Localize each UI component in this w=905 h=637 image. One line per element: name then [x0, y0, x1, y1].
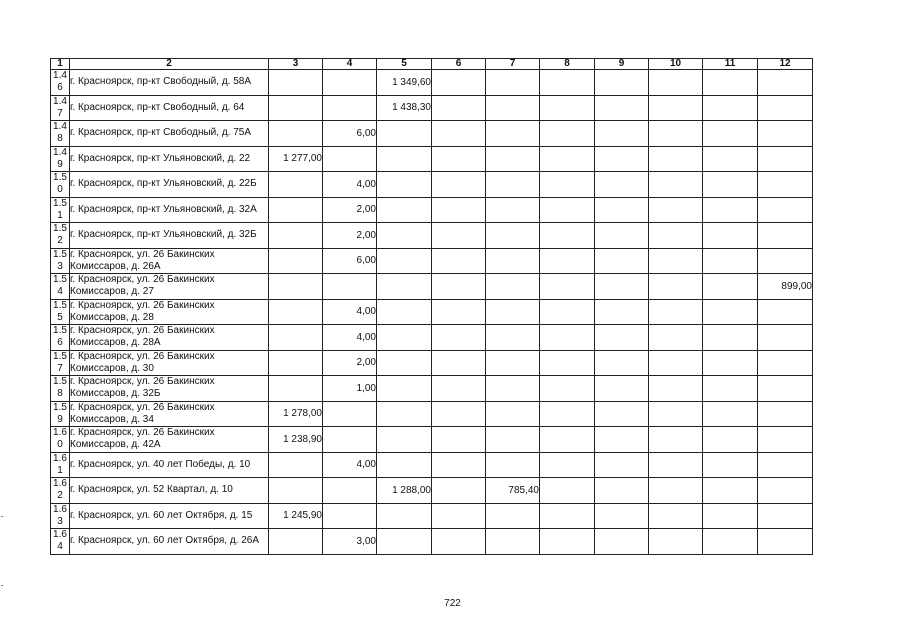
scan-mark — [1, 516, 3, 517]
value-cell — [540, 478, 595, 504]
address-cell: г. Красноярск, пр-кт Свободный, д. 75А — [70, 121, 269, 147]
row-number: 1.4 7 — [51, 95, 70, 121]
value-cell — [486, 350, 540, 376]
value-cell — [540, 376, 595, 402]
value-cell — [377, 401, 432, 427]
value-cell — [540, 248, 595, 274]
value-cell — [432, 452, 486, 478]
row-number: 1.5 5 — [51, 299, 70, 325]
value-cell: 2,00 — [323, 197, 377, 223]
address-cell: г. Красноярск, ул. 40 лет Победы, д. 10 — [70, 452, 269, 478]
value-cell — [486, 401, 540, 427]
value-cell: 1 245,90 — [269, 503, 323, 529]
value-cell — [595, 325, 649, 351]
col-header: 9 — [595, 59, 649, 70]
value-cell — [758, 299, 813, 325]
value-cell — [540, 197, 595, 223]
col-header: 5 — [377, 59, 432, 70]
value-cell — [377, 503, 432, 529]
value-cell — [703, 146, 758, 172]
col-header: 10 — [649, 59, 703, 70]
value-cell — [649, 452, 703, 478]
value-cell: 1 288,00 — [377, 478, 432, 504]
value-cell — [486, 223, 540, 249]
value-cell — [269, 299, 323, 325]
address-cell: г. Красноярск, ул. 60 лет Октября, д. 26А — [70, 529, 269, 555]
value-cell — [703, 70, 758, 96]
value-cell — [758, 478, 813, 504]
value-cell — [703, 299, 758, 325]
value-cell: 4,00 — [323, 452, 377, 478]
value-cell — [649, 325, 703, 351]
value-cell — [703, 503, 758, 529]
row-number: 1.5 6 — [51, 325, 70, 351]
address-cell: г. Красноярск, ул. 60 лет Октября, д. 15 — [70, 503, 269, 529]
value-cell — [486, 452, 540, 478]
value-cell — [269, 452, 323, 478]
value-cell — [323, 95, 377, 121]
value-cell — [540, 121, 595, 147]
value-cell — [595, 146, 649, 172]
value-cell — [377, 274, 432, 300]
value-cell — [540, 223, 595, 249]
value-cell — [377, 325, 432, 351]
value-cell — [432, 197, 486, 223]
value-cell — [540, 299, 595, 325]
value-cell — [595, 95, 649, 121]
value-cell — [595, 350, 649, 376]
col-header: 1 — [51, 59, 70, 70]
value-cell — [377, 529, 432, 555]
value-cell — [649, 274, 703, 300]
value-cell — [703, 223, 758, 249]
value-cell: 4,00 — [323, 172, 377, 198]
table-row — [51, 427, 813, 453]
row-number: 1.5 7 — [51, 350, 70, 376]
value-cell — [432, 172, 486, 198]
value-cell — [323, 274, 377, 300]
value-cell — [486, 95, 540, 121]
value-cell — [649, 70, 703, 96]
value-cell — [486, 146, 540, 172]
value-cell — [540, 172, 595, 198]
value-cell — [758, 325, 813, 351]
value-cell: 4,00 — [323, 299, 377, 325]
value-cell — [269, 248, 323, 274]
address-cell: г. Красноярск, ул. 52 Квартал, д. 10 — [70, 478, 269, 504]
value-cell: 1 349,60 — [377, 70, 432, 96]
value-cell — [377, 248, 432, 274]
value-cell — [595, 401, 649, 427]
row-number: 1.5 8 — [51, 376, 70, 402]
value-cell — [649, 350, 703, 376]
value-cell — [595, 452, 649, 478]
table-body — [51, 70, 813, 555]
value-cell — [323, 70, 377, 96]
value-cell — [758, 427, 813, 453]
value-cell — [649, 401, 703, 427]
value-cell — [758, 70, 813, 96]
value-cell — [540, 503, 595, 529]
value-cell — [649, 503, 703, 529]
row-number: 1.6 1 — [51, 452, 70, 478]
value-cell — [540, 350, 595, 376]
value-cell — [703, 376, 758, 402]
header-row — [51, 59, 813, 70]
row-number: 1.4 8 — [51, 121, 70, 147]
value-cell — [432, 376, 486, 402]
value-cell — [269, 197, 323, 223]
value-cell — [486, 70, 540, 96]
address-cell: г. Красноярск, ул. 26 Бакинских Комиссаров, д. 34 — [70, 401, 269, 427]
value-cell — [432, 223, 486, 249]
value-cell — [432, 427, 486, 453]
value-cell — [703, 452, 758, 478]
value-cell: 899,00 — [758, 274, 813, 300]
value-cell — [649, 248, 703, 274]
data-table — [50, 58, 813, 555]
value-cell — [595, 197, 649, 223]
value-cell: 3,00 — [323, 529, 377, 555]
row-number: 1.6 4 — [51, 529, 70, 555]
value-cell — [703, 529, 758, 555]
value-cell — [377, 427, 432, 453]
value-cell — [758, 401, 813, 427]
value-cell — [269, 121, 323, 147]
address-cell: г. Красноярск, ул. 26 Бакинских Комиссаров, д. 28А — [70, 325, 269, 351]
value-cell — [703, 478, 758, 504]
value-cell: 6,00 — [323, 248, 377, 274]
value-cell — [432, 503, 486, 529]
address-cell: г. Красноярск, ул. 26 Бакинских Комиссаров, д. 32Б — [70, 376, 269, 402]
table-row — [51, 95, 813, 121]
value-cell — [432, 274, 486, 300]
value-cell — [432, 325, 486, 351]
value-cell — [649, 223, 703, 249]
value-cell — [540, 529, 595, 555]
value-cell — [540, 146, 595, 172]
address-cell: г. Красноярск, пр-кт Ульяновский, д. 22Б — [70, 172, 269, 198]
value-cell — [758, 503, 813, 529]
value-cell — [269, 350, 323, 376]
table-row — [51, 478, 813, 504]
address-cell: г. Красноярск, пр-кт Ульяновский, д. 32Б — [70, 223, 269, 249]
col-header: 11 — [703, 59, 758, 70]
table-row — [51, 146, 813, 172]
row-number: 1.5 9 — [51, 401, 70, 427]
value-cell — [703, 197, 758, 223]
table-row — [51, 299, 813, 325]
row-number: 1.6 2 — [51, 478, 70, 504]
value-cell — [649, 478, 703, 504]
col-header: 6 — [432, 59, 486, 70]
value-cell: 2,00 — [323, 350, 377, 376]
value-cell — [703, 95, 758, 121]
value-cell: 1 277,00 — [269, 146, 323, 172]
address-cell: г. Красноярск, ул. 26 Бакинских Комиссаров, д. 26А — [70, 248, 269, 274]
value-cell — [269, 478, 323, 504]
value-cell — [269, 529, 323, 555]
value-cell — [323, 146, 377, 172]
value-cell — [758, 197, 813, 223]
table-row — [51, 529, 813, 555]
value-cell — [595, 172, 649, 198]
col-header: 2 — [70, 59, 269, 70]
value-cell — [649, 427, 703, 453]
value-cell — [649, 121, 703, 147]
value-cell — [486, 248, 540, 274]
value-cell — [595, 427, 649, 453]
table-row — [51, 223, 813, 249]
table-row — [51, 376, 813, 402]
table-row — [51, 121, 813, 147]
value-cell — [377, 350, 432, 376]
value-cell — [595, 223, 649, 249]
value-cell — [595, 376, 649, 402]
row-number: 1.5 1 — [51, 197, 70, 223]
table-row — [51, 503, 813, 529]
value-cell — [432, 350, 486, 376]
value-cell — [323, 503, 377, 529]
row-number: 1.5 3 — [51, 248, 70, 274]
value-cell — [432, 299, 486, 325]
value-cell — [703, 325, 758, 351]
value-cell — [595, 121, 649, 147]
value-cell — [595, 503, 649, 529]
address-cell: г. Красноярск, ул. 26 Бакинских Комиссаров, д. 42А — [70, 427, 269, 453]
address-cell: г. Красноярск, пр-кт Свободный, д. 58А — [70, 70, 269, 96]
value-cell — [703, 248, 758, 274]
value-cell: 785,40 — [486, 478, 540, 504]
value-cell — [595, 529, 649, 555]
value-cell — [540, 274, 595, 300]
value-cell: 1,00 — [323, 376, 377, 402]
value-cell: 4,00 — [323, 325, 377, 351]
table-row — [51, 172, 813, 198]
value-cell — [486, 376, 540, 402]
table-row — [51, 197, 813, 223]
scan-mark — [1, 585, 3, 586]
value-cell — [758, 248, 813, 274]
value-cell — [540, 427, 595, 453]
value-cell — [758, 452, 813, 478]
value-cell — [758, 376, 813, 402]
value-cell — [269, 376, 323, 402]
value-cell — [377, 376, 432, 402]
value-cell — [649, 172, 703, 198]
value-cell — [432, 121, 486, 147]
value-cell — [486, 503, 540, 529]
value-cell — [432, 146, 486, 172]
value-cell — [758, 529, 813, 555]
value-cell — [595, 70, 649, 96]
value-cell — [269, 70, 323, 96]
value-cell — [323, 427, 377, 453]
value-cell — [649, 376, 703, 402]
value-cell — [595, 299, 649, 325]
value-cell — [703, 172, 758, 198]
value-cell — [432, 95, 486, 121]
value-cell — [377, 146, 432, 172]
table-row — [51, 274, 813, 300]
value-cell — [540, 325, 595, 351]
value-cell — [758, 172, 813, 198]
value-cell: 1 438,30 — [377, 95, 432, 121]
value-cell — [703, 121, 758, 147]
address-cell: г. Красноярск, пр-кт Ульяновский, д. 22 — [70, 146, 269, 172]
value-cell — [486, 172, 540, 198]
value-cell — [377, 223, 432, 249]
address-cell: г. Красноярск, ул. 26 Бакинских Комиссаров, д. 28 — [70, 299, 269, 325]
value-cell — [649, 146, 703, 172]
col-header: 12 — [758, 59, 813, 70]
row-number: 1.4 9 — [51, 146, 70, 172]
value-cell — [649, 529, 703, 555]
value-cell — [649, 299, 703, 325]
value-cell — [758, 95, 813, 121]
table-row — [51, 350, 813, 376]
col-header: 8 — [540, 59, 595, 70]
value-cell — [486, 529, 540, 555]
value-cell: 1 238,90 — [269, 427, 323, 453]
value-cell — [377, 172, 432, 198]
value-cell — [703, 350, 758, 376]
value-cell — [323, 401, 377, 427]
row-number: 1.4 6 — [51, 70, 70, 96]
value-cell — [703, 427, 758, 453]
table-row — [51, 401, 813, 427]
value-cell — [758, 350, 813, 376]
col-header: 7 — [486, 59, 540, 70]
row-number: 1.5 0 — [51, 172, 70, 198]
value-cell — [649, 197, 703, 223]
table-row — [51, 248, 813, 274]
value-cell — [540, 70, 595, 96]
value-cell — [377, 299, 432, 325]
value-cell — [758, 121, 813, 147]
value-cell — [377, 121, 432, 147]
value-cell — [486, 427, 540, 453]
address-cell: г. Красноярск, пр-кт Ульяновский, д. 32А — [70, 197, 269, 223]
value-cell — [540, 95, 595, 121]
value-cell: 6,00 — [323, 121, 377, 147]
table-row — [51, 70, 813, 96]
value-cell — [758, 223, 813, 249]
value-cell — [323, 478, 377, 504]
row-number: 1.5 2 — [51, 223, 70, 249]
value-cell — [595, 248, 649, 274]
col-header: 4 — [323, 59, 377, 70]
address-cell: г. Красноярск, пр-кт Свободный, д. 64 — [70, 95, 269, 121]
value-cell — [269, 274, 323, 300]
table-row — [51, 452, 813, 478]
value-cell — [432, 401, 486, 427]
value-cell — [432, 248, 486, 274]
row-number: 1.5 4 — [51, 274, 70, 300]
address-cell: г. Красноярск, ул. 26 Бакинских Комиссаров, д. 30 — [70, 350, 269, 376]
value-cell — [377, 452, 432, 478]
value-cell — [649, 95, 703, 121]
value-cell: 2,00 — [323, 223, 377, 249]
value-cell — [703, 401, 758, 427]
value-cell — [486, 325, 540, 351]
value-cell — [432, 529, 486, 555]
row-number: 1.6 0 — [51, 427, 70, 453]
value-cell — [486, 274, 540, 300]
value-cell — [269, 95, 323, 121]
value-cell — [703, 274, 758, 300]
address-cell: г. Красноярск, ул. 26 Бакинских Комиссаров, д. 27 — [70, 274, 269, 300]
value-cell: 1 278,00 — [269, 401, 323, 427]
value-cell — [595, 478, 649, 504]
value-cell — [486, 197, 540, 223]
value-cell — [486, 121, 540, 147]
value-cell — [432, 70, 486, 96]
value-cell — [432, 478, 486, 504]
row-number: 1.6 3 — [51, 503, 70, 529]
value-cell — [595, 274, 649, 300]
col-header: 3 — [269, 59, 323, 70]
value-cell — [269, 172, 323, 198]
page-number: 722 — [444, 598, 461, 609]
table-row — [51, 325, 813, 351]
value-cell — [540, 401, 595, 427]
value-cell — [269, 223, 323, 249]
value-cell — [758, 146, 813, 172]
value-cell — [377, 197, 432, 223]
value-cell — [269, 325, 323, 351]
value-cell — [486, 299, 540, 325]
value-cell — [540, 452, 595, 478]
